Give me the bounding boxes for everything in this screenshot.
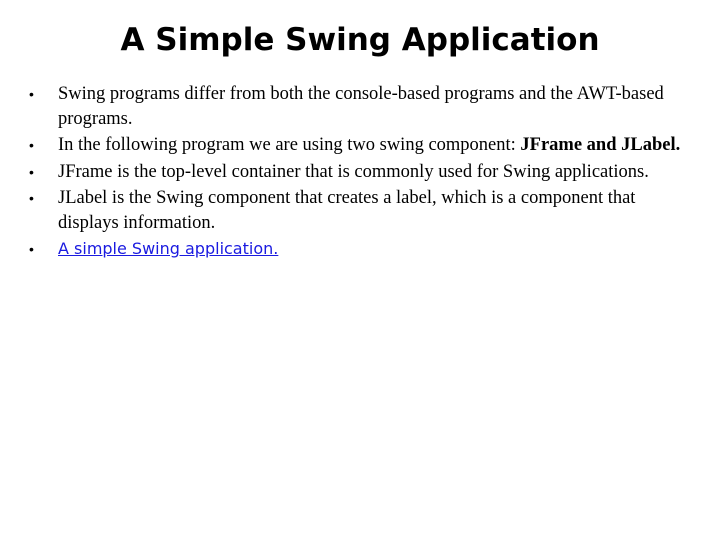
bullet-item bbox=[29, 82, 689, 131]
slide-title: A Simple Swing Application bbox=[120, 22, 600, 58]
bullet-text: Swing programs differ from both the console-based programs and the AWT-based programs. bbox=[58, 84, 664, 129]
bullet-text: In the following program we are using two swing component: bbox=[58, 135, 521, 155]
bullet-text: JFrame is the top-level container that is commonly used for Swing applications. bbox=[58, 161, 649, 182]
bullet-item bbox=[29, 133, 689, 158]
swing-application-link[interactable]: A simple Swing application. bbox=[58, 239, 279, 258]
bullet-item bbox=[29, 186, 689, 235]
bullet-marker: • bbox=[29, 190, 34, 206]
bullet-marker: • bbox=[29, 137, 34, 153]
bullet-item bbox=[29, 160, 689, 185]
bullet-marker: • bbox=[29, 86, 34, 102]
bullet-marker: • bbox=[29, 241, 34, 257]
bullet-bold-text: JFrame and JLabel. bbox=[520, 135, 681, 155]
bullet-list bbox=[29, 82, 689, 264]
bullet-item bbox=[29, 237, 689, 262]
bullet-text: JLabel is the Swing component that creates a label, which is a component that displays information. bbox=[58, 188, 636, 233]
bullet-marker: • bbox=[29, 163, 34, 180]
